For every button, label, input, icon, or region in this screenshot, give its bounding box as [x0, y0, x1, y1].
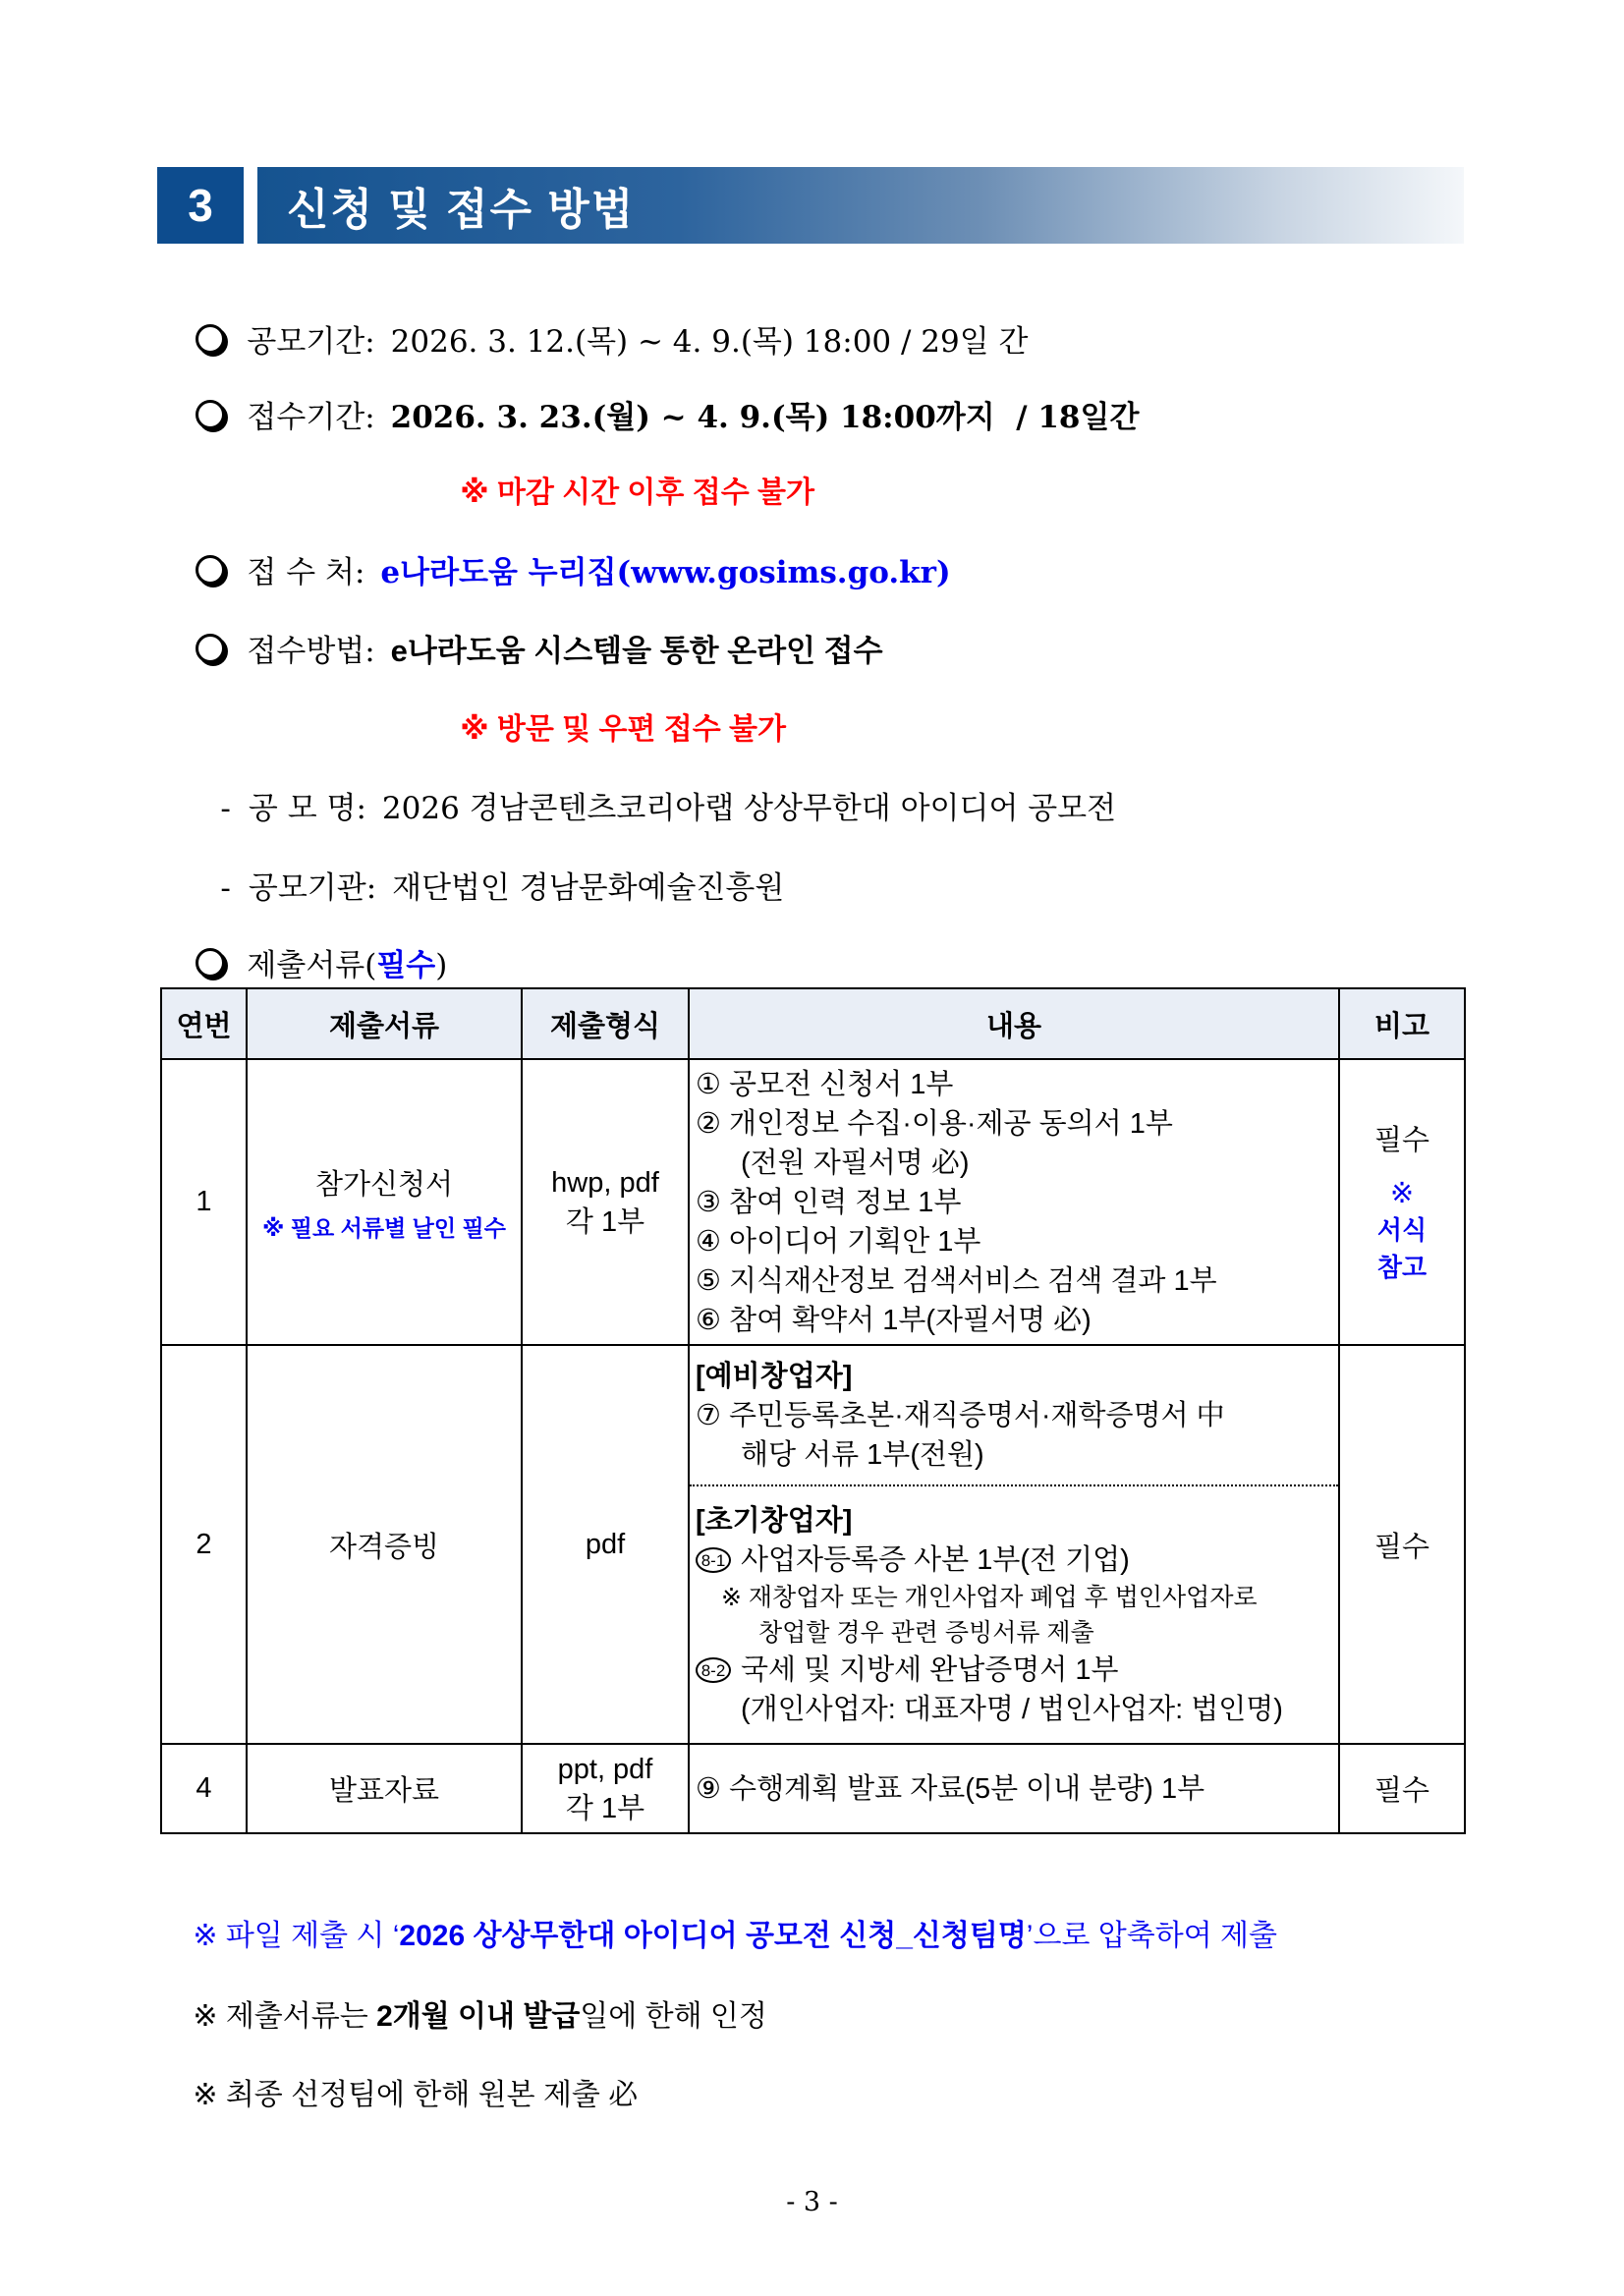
circle-bullet-icon: [196, 634, 225, 663]
item-label: 공모기간:: [247, 324, 375, 360]
remark-note: 참고: [1376, 1253, 1428, 1282]
cell-no: 1: [161, 1059, 247, 1345]
visit-warning-note: [427, 665, 787, 746]
dash-icon: -: [220, 870, 231, 906]
cell-doc: 자격증빙: [247, 1345, 522, 1744]
badge-8-2-icon: 8-2: [696, 1657, 731, 1683]
cell-no: 2: [161, 1345, 247, 1744]
col-header-remark: 비고: [1339, 988, 1465, 1059]
deadline-warning-note: [427, 428, 814, 509]
content-line: ② 개인정보 수집·이용·제공 동의서 1부: [696, 1107, 1173, 1140]
doc-note: ※ 필요 서류별 날인 필수: [262, 1214, 506, 1241]
remark-mark: ※: [1389, 1178, 1415, 1209]
table-header-row: [161, 988, 1465, 1059]
item-value: 2026. 3. 12.(목) ~ 4. 9.(목) 18:00 / 29일 간: [390, 324, 1029, 360]
cell-format: [522, 1744, 689, 1833]
content-line: ④ 아이디어 기획안 1부: [696, 1225, 981, 1258]
item-label: 접 수 처:: [247, 555, 365, 590]
cell-content: [689, 1059, 1339, 1345]
footnote-bold-text: 2개월 이내 발급: [376, 2000, 581, 2033]
section-title: 신청 및 접수 방법: [287, 186, 636, 234]
dash-item-contest-name: [157, 744, 1117, 826]
table-row-1: [161, 1059, 1465, 1345]
warning-text: ※ 마감 시간 이후 접수 불가: [460, 476, 814, 509]
cell-content: [689, 1744, 1339, 1833]
circle-bullet-icon: [196, 948, 225, 978]
cell-no: 4: [161, 1744, 247, 1833]
item-value: e나라도움 시스템을 통한 온라인 접수: [390, 634, 883, 668]
cell-remark: 필수: [1339, 1744, 1465, 1833]
section-title-bar: [257, 167, 1464, 244]
bullet-item-receipt-site: [157, 508, 951, 590]
receipt-site-link[interactable]: e나라도움 누리집(www.gosims.go.kr): [380, 555, 951, 590]
remark-note: 서식: [1376, 1215, 1428, 1245]
cell-doc: [247, 1059, 522, 1345]
footnote-original-docs: [160, 2034, 638, 2157]
item-label-suffix: ): [435, 948, 448, 983]
item-label: 접수기간:: [247, 400, 375, 435]
col-header-content: 내용: [689, 988, 1339, 1059]
col-header-no: 연번: [161, 988, 247, 1059]
cell-format: [522, 1059, 689, 1345]
content-line: ⑤ 지식재산정보 검색서비스 검색 결과 1부: [696, 1264, 1217, 1297]
cell-format: pdf: [522, 1345, 689, 1744]
format-line: hwp, pdf: [551, 1166, 659, 1199]
item-value: 2026. 3. 23.(월) ~ 4. 9.(목) 18:00까지 / 18일간: [390, 400, 1140, 435]
content-subnote: 창업할 경우 관련 증빙서류 제출: [758, 1618, 1094, 1647]
content-heading: [초기창업자]: [696, 1504, 853, 1537]
content-heading: [예비창업자]: [696, 1360, 853, 1392]
footnote-text: ※ 파일 제출 시 ‘: [193, 1920, 400, 1952]
content-line: ⑨ 수행계획 발표 자료(5분 이내 분량) 1부: [696, 1772, 1205, 1805]
content-line: ⑥ 참여 확약서 1부(자필서명 必): [696, 1304, 1092, 1336]
footnote-text: ※ 최종 선정팀에 한해 원본 제출 必: [193, 2079, 639, 2111]
content-text: 국세 및 지방세 완납증명서 1부: [741, 1653, 1119, 1686]
warning-text: ※ 방문 및 우편 접수 불가: [460, 713, 787, 746]
cell-remark: 필수: [1339, 1345, 1465, 1744]
content-line: [696, 1651, 1332, 1690]
remark-required: 필수: [1373, 1125, 1430, 1156]
item-value: 2026 경남콘텐츠코리아랩 상상무한대 아이디어 공모전: [381, 791, 1117, 826]
content-line: ① 공모전 신청서 1부: [696, 1068, 954, 1100]
content-line: ⑦ 주민등록초본·재직증명서·재학증명서 中: [696, 1399, 1225, 1431]
circle-bullet-icon: [196, 555, 225, 585]
page-number: - 3 -: [786, 2187, 838, 2217]
bullet-item-receipt-method: [157, 587, 883, 669]
item-label: 공 모 명:: [248, 791, 366, 826]
circle-bullet-icon: [196, 400, 225, 429]
cell-content-pre-founder: [689, 1345, 1339, 1485]
col-header-format: 제출형식: [522, 988, 689, 1059]
content-line: (개인사업자: 대표자명 / 법인사업자: 법인명): [741, 1693, 1283, 1725]
item-value: 재단법인 경남문화예술진흥원: [392, 870, 785, 906]
dash-item-contest-org: [157, 823, 785, 906]
content-line: 해당 서류 1부(전원): [741, 1438, 984, 1471]
content-line: [696, 1540, 1332, 1580]
doc-name: 참가신청서: [314, 1168, 454, 1201]
dash-icon: -: [220, 791, 231, 826]
footnote-bold-text: 2026 상상무한대 아이디어 공모전 신청_신청팀명: [399, 1920, 1027, 1952]
section-number: 3: [157, 167, 244, 244]
content-subnote: ※ 재창업자 또는 개인사업자 폐업 후 법인사업자로: [721, 1583, 1258, 1611]
item-label: 제출서류(: [247, 948, 377, 983]
section-header: [157, 167, 1464, 244]
footnote-text: 일에 한해 인정: [580, 2000, 767, 2033]
format-line: 각 1부: [565, 1792, 645, 1824]
footnote-text: ’으로 압축하여 제출: [1026, 1920, 1277, 1952]
table-row-3: [161, 1744, 1465, 1833]
bullet-item-submission-docs: [157, 901, 448, 983]
bullet-item-receipt-period: [157, 353, 1140, 435]
bullet-item-contest-period: [157, 277, 1029, 360]
item-label: 공모기관:: [248, 870, 377, 906]
format-line: 각 1부: [565, 1205, 645, 1238]
cell-remark: [1339, 1059, 1465, 1345]
circle-bullet-icon: [196, 324, 225, 354]
content-text: 사업자등록증 사본 1부(전 기업): [741, 1543, 1130, 1576]
required-highlight: 필수: [376, 948, 436, 983]
badge-8-1-icon: 8-1: [696, 1547, 731, 1573]
content-line: (전원 자필서명 必): [741, 1147, 970, 1179]
cell-doc: 발표자료: [247, 1744, 522, 1833]
footnote-text: ※ 제출서류는: [193, 2000, 377, 2033]
submission-docs-table: [160, 987, 1466, 1834]
content-line: ③ 참여 인력 정보 1부: [696, 1186, 962, 1218]
col-header-doc: 제출서류: [247, 988, 522, 1059]
cell-content-initial-founder: [689, 1485, 1339, 1744]
item-label: 접수방법:: [247, 634, 375, 669]
format-line: ppt, pdf: [557, 1753, 653, 1785]
table-row-2-pre: [161, 1345, 1465, 1485]
